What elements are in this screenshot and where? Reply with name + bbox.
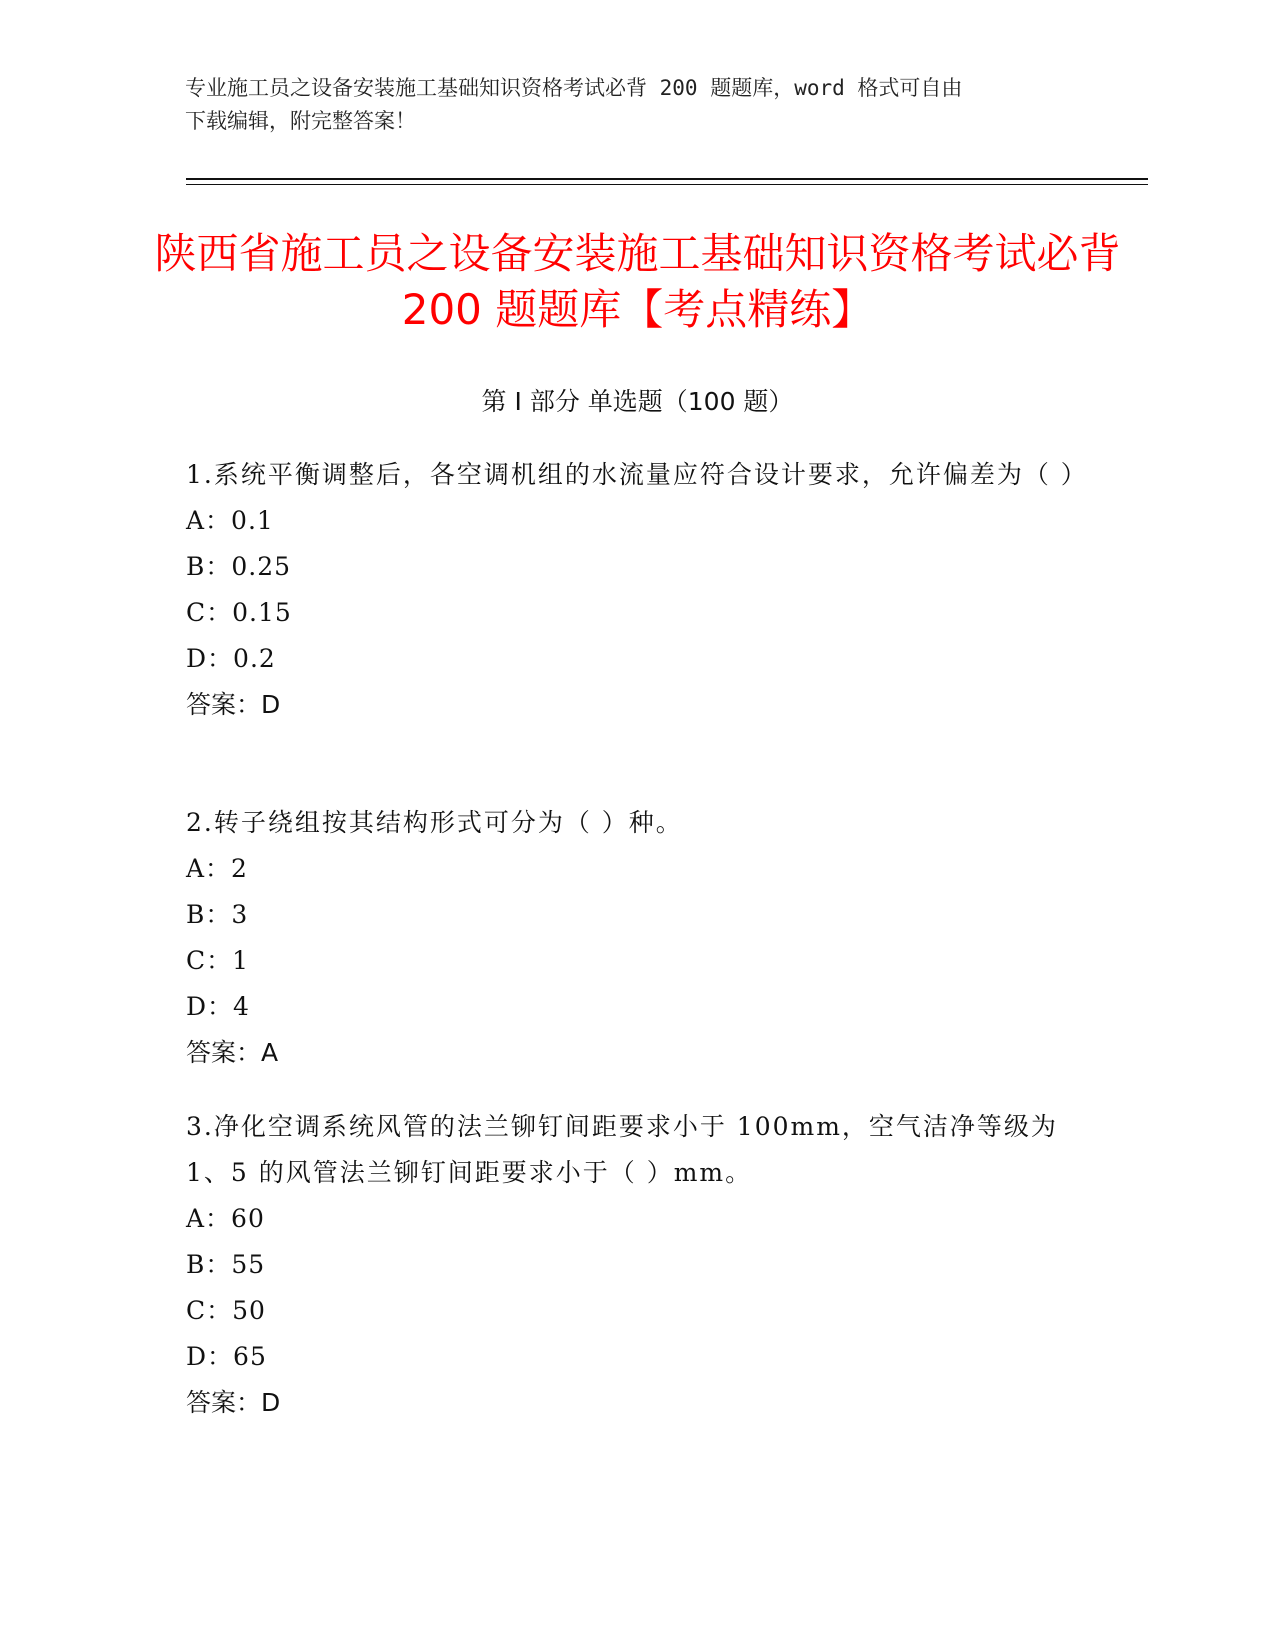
- section-heading: 第 I 部分 单选题（100 题）: [481, 387, 794, 416]
- header-rule-thin: [186, 184, 1148, 185]
- option-a: A：0.1: [186, 506, 274, 535]
- question-2: [186, 800, 1086, 1076]
- option-b: B：55: [186, 1250, 266, 1279]
- answer: 答案：D: [186, 690, 281, 719]
- question-1: [186, 452, 1086, 728]
- option-a: A：2: [186, 854, 248, 883]
- option-d: D：4: [186, 992, 250, 1021]
- option-d: D：0.2: [186, 644, 276, 673]
- question-stem: 2.转子绕组按其结构形式可分为（ ）种。: [186, 808, 683, 837]
- option-b: B：3: [186, 900, 249, 929]
- question-stem: 3.净化空调系统风管的法兰铆钉间距要求小于 100mm，空气洁净等级为 1、5 的风管法兰铆钉间距要求小于（ ）mm。: [186, 1112, 1058, 1187]
- answer: 答案：D: [186, 1388, 281, 1417]
- option-d: D：65: [186, 1342, 267, 1371]
- option-c: C：50: [186, 1296, 266, 1325]
- option-c: C：1: [186, 946, 250, 975]
- option-b: B：0.25: [186, 552, 292, 581]
- document-header-note: 专业施工员之设备安装施工基础知识资格考试必背 200 题题库，word 格式可自由 下载编辑，附完整答案！: [185, 76, 963, 133]
- document-title: 陕西省施工员之设备安装施工基础知识资格考试必背 200 题题库【考点精练】: [154, 229, 1121, 334]
- answer: 答案：A: [186, 1038, 279, 1067]
- option-c: C：0.15: [186, 598, 292, 627]
- option-a: A：60: [186, 1204, 265, 1233]
- question-stem: 1.系统平衡调整后，各空调机组的水流量应符合设计要求，允许偏差为（ ）: [186, 460, 1088, 489]
- question-3: [186, 1104, 1086, 1426]
- header-rule-thick: [186, 178, 1148, 180]
